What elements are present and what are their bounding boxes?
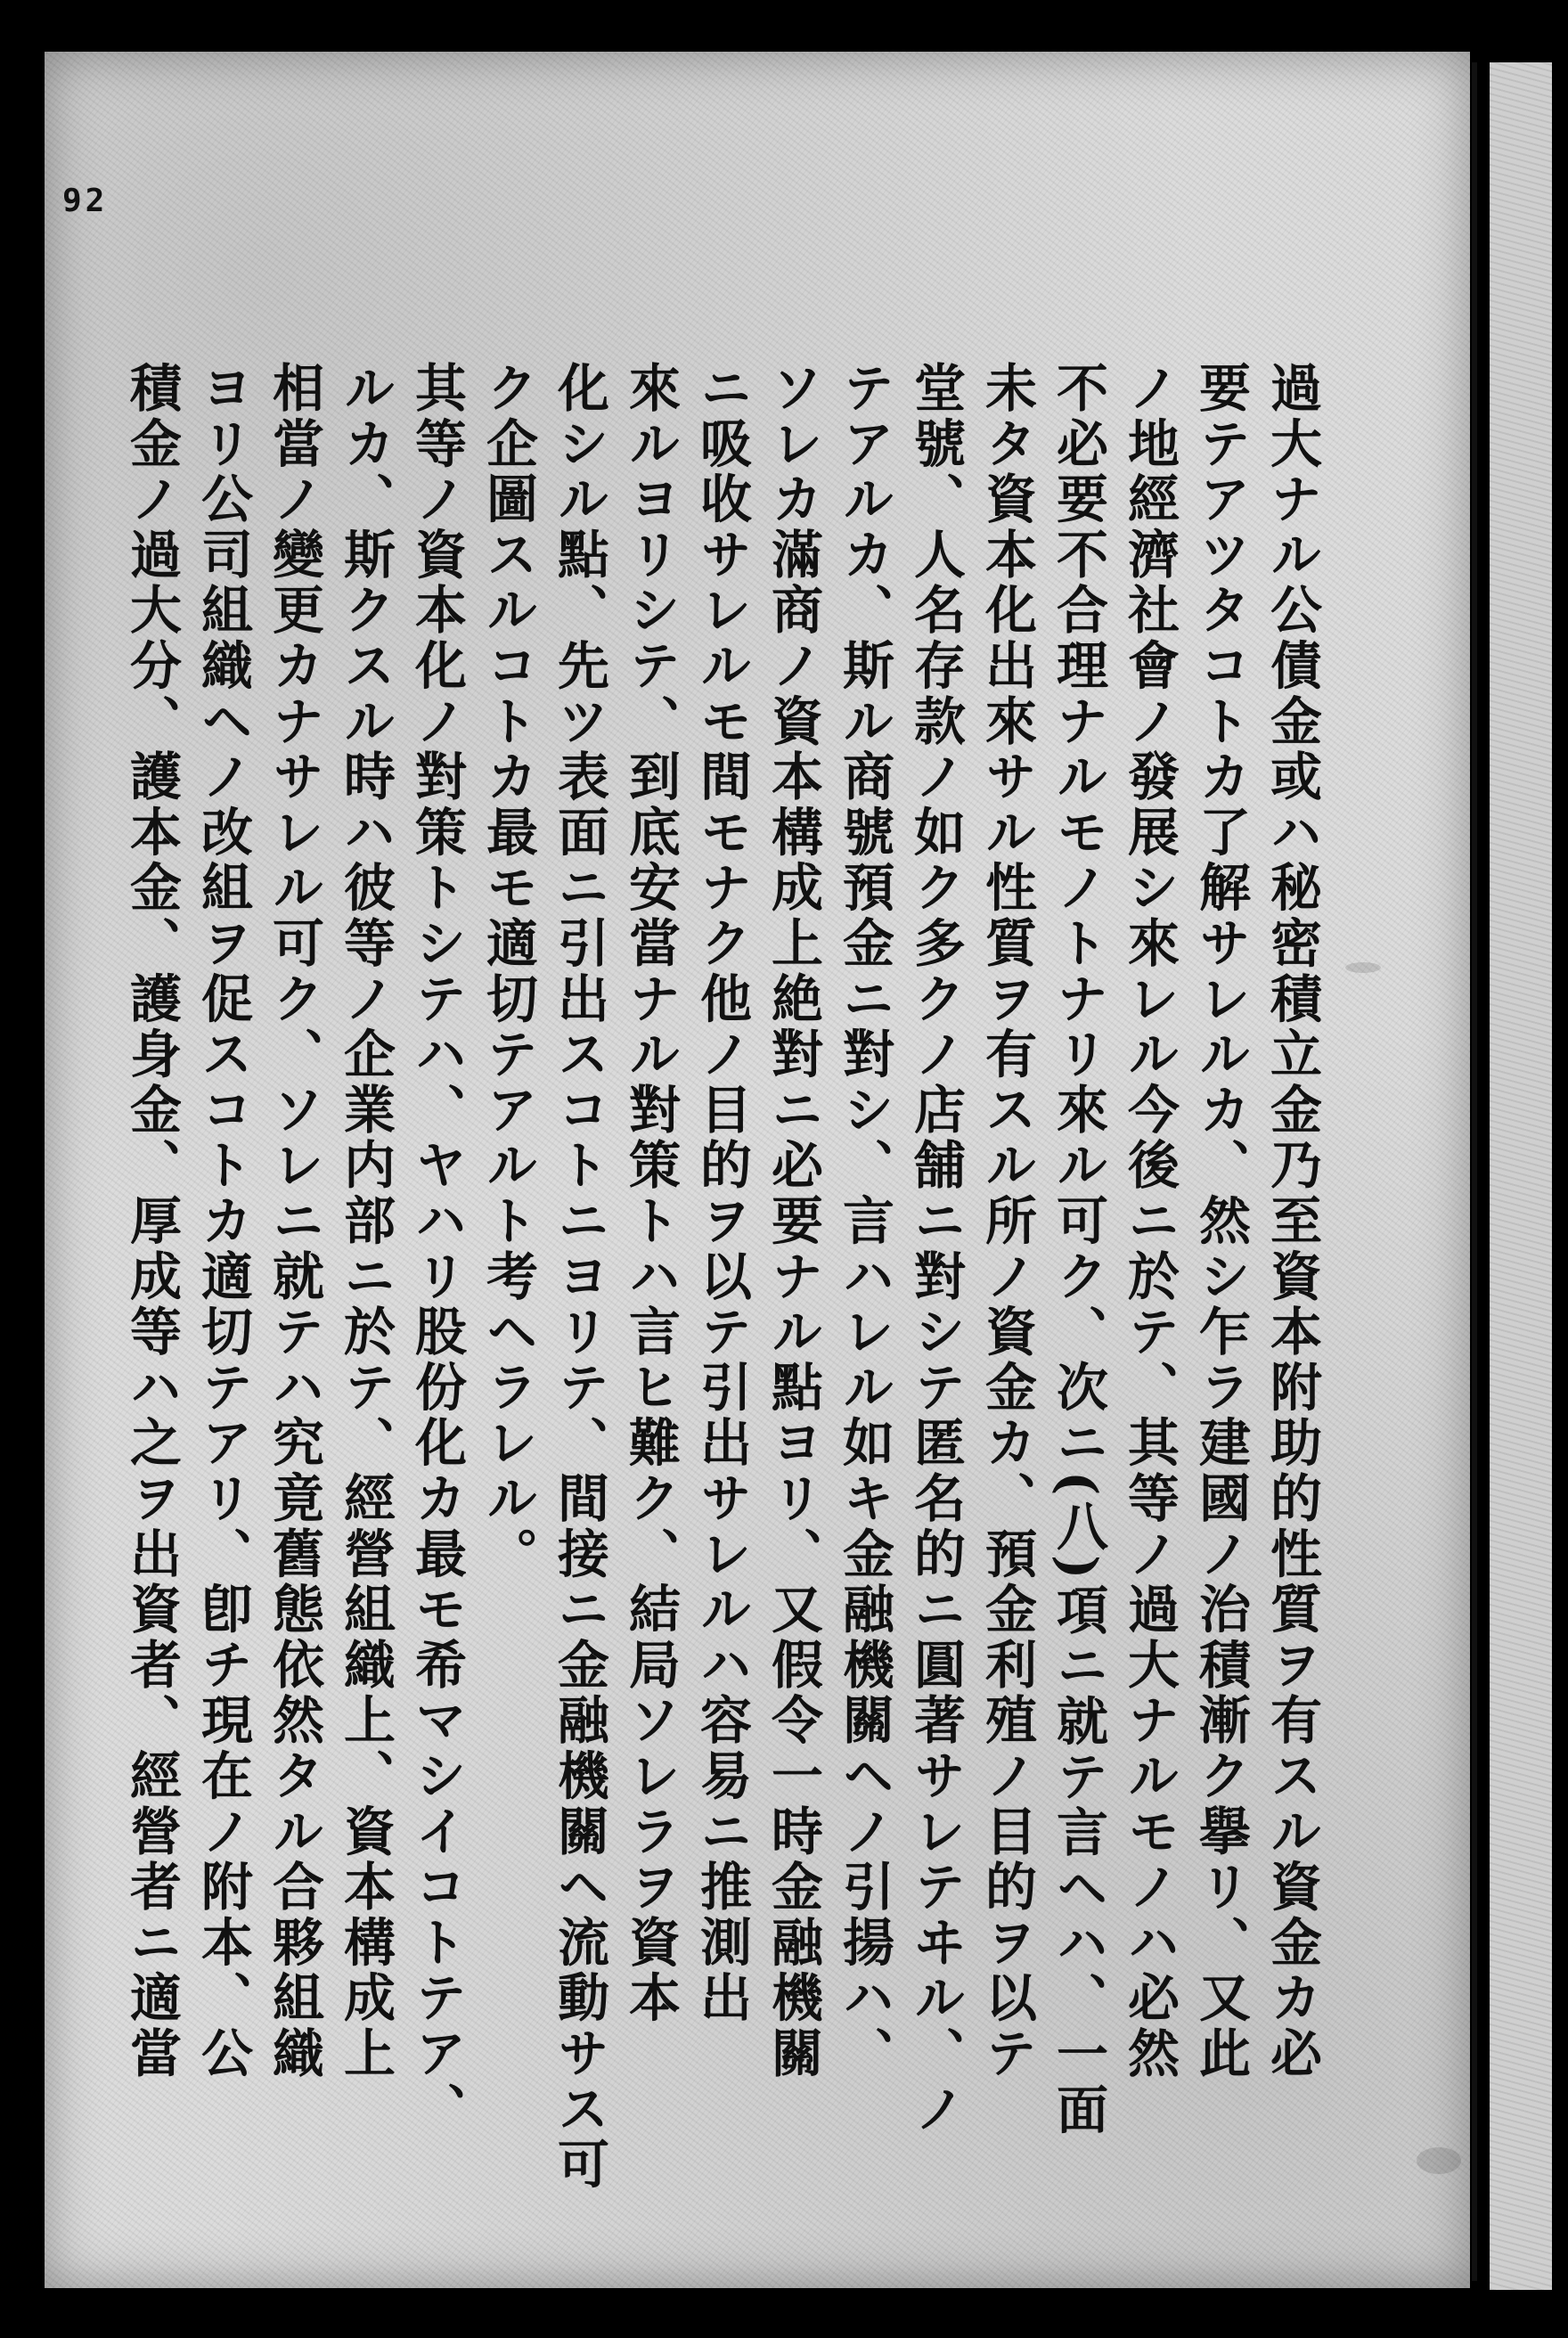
- text-line-9: ニ吸收サレルモ間モナク他ノ目的ヲ以テ引出サレルハ容易ニ推測出: [691, 361, 752, 2026]
- page-number-value: 92: [62, 183, 109, 219]
- text-line-13: 其等ノ資本化ノ對策トシテハ、ヤハリ股份化カ最モ希マシイコトテア、: [406, 361, 467, 2138]
- text-line-15: 相當ノ變更カナサレル可ク、ソレニ就テハ究竟舊態依然タル合夥組織: [264, 361, 324, 2082]
- text-line-8: ソレカ滿商ノ資本構成上絶對ニ必要ナル點ヨリ、又假令一時金融機關: [763, 361, 823, 2082]
- text-line-4: 不必要不合理ナルモノトナリ來ル可ク、次ニ(八)項ニ就テ言ヘハ、一面: [1048, 361, 1108, 2138]
- page-gutter: [1472, 62, 1477, 2281]
- text-line-17: 積金ノ過大分、護本金、護身金、厚成等ハ之ヲ出資者、經營者ニ適當: [121, 361, 182, 2082]
- text-line-10: 來ルヨリシテ、到底安當ナル對策トハ言ヒ難ク、結局ソレラヲ資本: [620, 361, 681, 2026]
- text-line-1: 過大ナル公債金或ハ秘密積立金乃至資本附助的性質ヲ有スル資金カ必: [1262, 361, 1322, 2082]
- page-number: [62, 183, 108, 219]
- text-line-12: ク企圖スルコトカ最モ適切テアルト考ヘラレル。: [478, 361, 538, 1582]
- next-page-edge: [1490, 62, 1552, 2290]
- text-line-2: 要テアツタコトカ了解サレルカ、然シ乍ラ建國ノ治積漸ク擧リ、又此: [1190, 361, 1251, 2082]
- text-line-16: ヨリ公司組織ヘノ改組ヲ促スコトカ適切テアリ、卽チ現在ノ附本、公: [192, 361, 253, 2082]
- scan-smudge: [1417, 2147, 1461, 2174]
- vertical-text-body: [121, 361, 1327, 2196]
- text-line-11: 化シル點、先ツ表面ニ引出スコトニヨリテ、間接ニ金融機關ヘ流動サス可: [549, 361, 609, 2193]
- text-line-14: ルカ、斯クスル時ハ彼等ノ企業内部ニ於テ、經營組織上、資本構成上: [335, 361, 396, 2082]
- text-line-5: 未タ資本化出來サル性質ヲ有スル所ノ資金カ、預金利殖ノ目的ヲ以テ: [976, 361, 1037, 2082]
- text-line-6: 堂號、人名存款ノ如ク多クノ店舗ニ對シテ匿名的ニ圓著サレテヰル、ノ: [905, 361, 966, 2138]
- text-line-7: テアルカ、斯ル商號預金ニ對シ、言ハレル如キ金融機關ヘノ引揚ハ、: [834, 361, 894, 2082]
- scan-smudge: [1345, 962, 1381, 973]
- text-line-3: ノ地經濟社會ノ發展シ來レル今後ニ於テ、其等ノ過大ナルモノハ必然: [1119, 361, 1180, 2082]
